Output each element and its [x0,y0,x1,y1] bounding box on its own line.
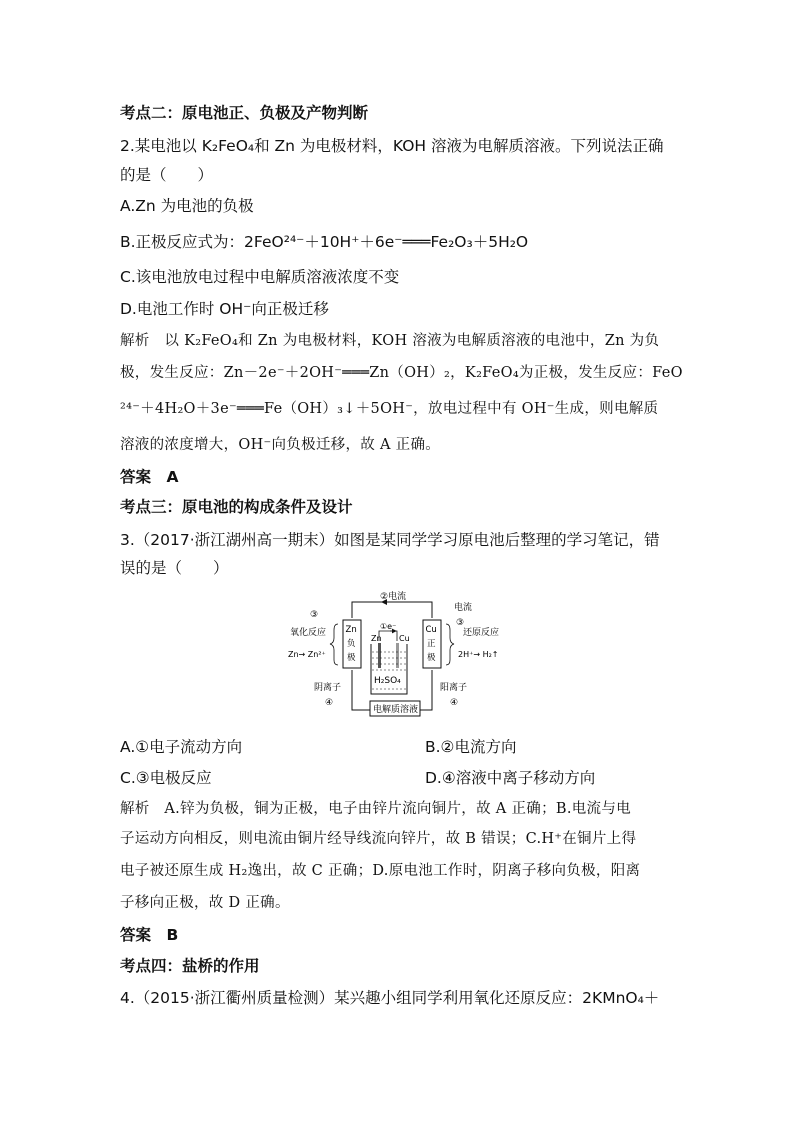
cu-box-l3: 极 [427,653,436,663]
label-left-4: ④ [325,698,334,708]
q2-stem-line2: 的是（ ） [120,166,214,184]
q3-option-c: C.③电极反应 [120,769,212,787]
q2-analysis-line2: 极，发生反应：Zn－2e⁻＋2OH⁻═══Zn（OH）₂，K₂FeO₄为正极，发生反应：FeO [120,365,683,381]
q2-option-b: B.正极反应式为：2FeO²⁴⁻＋10H⁺＋6e⁻═══Fe₂O₃＋5H₂O [120,233,529,251]
label-electron: ①e⁻ [380,622,397,631]
label-right-4: ④ [450,698,459,708]
left-brace [330,624,338,665]
label-anion: 阴离子 [314,683,342,693]
cu-box-l2: 正 [427,639,436,649]
section-heading-3: 考点三：原电池的构成条件及设计 [120,498,353,516]
bottom-right-wire [420,670,432,710]
q3-analysis-line2: 子运动方向相反，则电流由铜片经导线流向锌片，故 B 错误；C.H⁺在铜片上得 [120,831,637,847]
label-zn-equation: Zn→ Zn²⁺ [288,650,326,659]
label-electrolyte: 电解质溶液 [373,705,419,715]
q2-option-a: A.Zn 为电池的负极 [120,197,254,215]
label-cation: 阳离子 [440,683,468,693]
label-oxidation: 氧化反应 [290,628,327,638]
q3-option-a: A.①电子流动方向 [120,738,243,756]
q2-option-d: D.电池工作时 OH⁻向正极迁移 [120,300,329,318]
label-current-right: 电流 [454,603,473,613]
q2-option-c: C.该电池放电过程中电解质溶液浓度不变 [120,268,400,286]
q2-analysis-line4: 溶液的浓度增大，OH⁻向负极迁移，故 A 正确。 [120,437,441,453]
beaker-wire [379,631,397,641]
q3-analysis-line3: 电子被还原生成 H₂逸出，故 C 正确；D.原电池工作时，阴离子移向负极，阳离 [120,863,641,879]
label-h-equation: 2H⁺→ H₂↑ [458,650,499,659]
right-brace [446,624,454,665]
zn-box-l1: Zn [345,625,357,635]
bottom-left-wire [352,670,370,710]
top-wire [352,602,432,618]
q2-stem-line1: 2.某电池以 K₂FeO₄和 Zn 为电极材料，KOH 溶液为电解质溶液。下列说法正确 [120,137,664,155]
diagram-svg [280,588,500,723]
label-current-top: ②电流 [380,592,407,602]
q3-answer: 答案 B [120,926,179,944]
q2-analysis-line1: 解析 以 K₂FeO₄和 Zn 为电极材料，KOH 溶液为电解质溶液的电池中，Zn 为负 [120,333,660,349]
cu-box-l1: Cu [425,625,437,635]
q3-analysis-line1: 解析 A.锌为负极，铜为正极，电子由锌片流向铜片，故 A 正确；B.电流与电 [120,801,631,817]
label-zn-small: Zn [371,634,382,643]
label-right-3: ③ [456,618,465,628]
q3-analysis-line4: 子移向正极，故 D 正确。 [120,895,290,911]
label-acid: H₂SO₄ [374,676,401,686]
q2-analysis-line3: ²⁴⁻＋4H₂O＋3e⁻═══Fe（OH）₃↓＋5OH⁻，放电过程中有 OH⁻生成，则电解质 [120,401,659,417]
section-heading-4: 考点四：盐桥的作用 [120,957,260,975]
label-cu-small: Cu [399,634,410,643]
section-heading-2: 考点二：原电池正、负极及产物判断 [120,104,369,122]
label-left-3: ③ [310,610,319,620]
q3-stem-line2: 误的是（ ） [120,559,229,577]
zn-box-l3: 极 [347,653,356,663]
q4-stem-line1: 4.（2015·浙江衢州质量检测）某兴趣小组同学利用氧化还原反应：2KMnO₄＋ [120,989,660,1007]
label-reduction: 还原反应 [463,628,500,638]
q2-answer: 答案 A [120,468,179,486]
beaker [371,644,407,694]
q3-option-b: B.②电流方向 [425,738,517,756]
q3-stem-line1: 3.（2017·浙江湖州高一期末）如图是某同学学习原电池后整理的学习笔记，错 [120,531,660,549]
q3-option-d: D.④溶液中离子移动方向 [425,769,596,787]
zn-box-l2: 负 [347,639,356,649]
galvanic-cell-diagram [280,588,500,723]
